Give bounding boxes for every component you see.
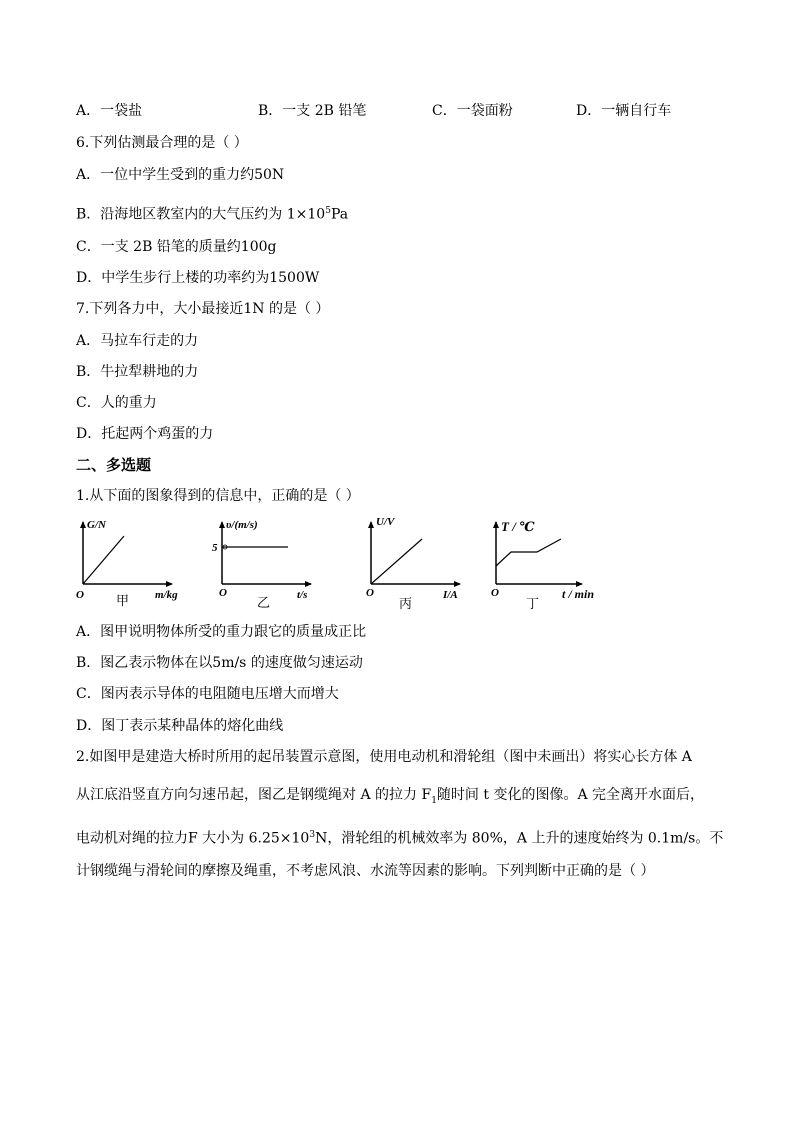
graph-jia-line	[83, 536, 124, 584]
mq1-option-b: B．图乙表示物体在以5m/s 的速度做匀速运动	[76, 655, 363, 671]
q5-option-a: A．一袋盐	[76, 103, 143, 119]
mq1-option-d: D．图丁表示某种晶体的熔化曲线	[76, 718, 284, 734]
q6-option-c: C．一支 2B 铅笔的质量约100g	[76, 239, 277, 255]
graph-jia-ylabel: G/N	[87, 519, 106, 531]
graph-yi-origin: O	[219, 587, 227, 599]
graph-bing-xlabel: I/A	[443, 589, 458, 601]
mq1-stem: 1.从下面的图象得到的信息中，正确的是（ ）	[76, 488, 360, 504]
mq2-line-3-exponent: 3	[309, 830, 316, 840]
graph-bing-caption: 丙	[399, 596, 413, 611]
graph-ding-curve	[496, 539, 561, 566]
q6-option-b-unit: Pa	[330, 206, 349, 223]
graphs-figure	[0, 508, 794, 618]
mq1-option-c: C．图丙表示导体的电阻随电压增大而增大	[76, 686, 339, 702]
graph-jia	[76, 519, 178, 608]
graph-jia-caption: 甲	[116, 593, 130, 608]
mq2-line-1: 2.如图甲是建造大桥时所用的起吊装置示意图，使用电动机和滑轮组（图中未画出）将实心长方体 A	[76, 749, 692, 765]
graph-yi-tick: 5	[212, 542, 218, 554]
q5-option-c: C．一袋面粉	[432, 103, 513, 119]
mq2-line-4: 计钢缆绳与滑轮间的摩擦及绳重，不考虑风浪、水流等因素的影响。下列判断中正确的是（ ）	[76, 863, 655, 879]
q7-option-d: D．托起两个鸡蛋的力	[76, 426, 214, 442]
q6-option-b-exponent: 5	[325, 206, 331, 216]
graph-ding-origin: O	[491, 587, 499, 599]
graph-ding	[491, 519, 594, 611]
q7-option-a: A．马拉车行走的力	[76, 333, 199, 349]
q7-option-c: C．人的重力	[76, 395, 157, 411]
mq2-line-2-text: 从江底沿竖直方向匀速吊起，图乙是钢缆绳对 A 的拉力 F	[76, 787, 432, 803]
mq2-line-3	[76, 826, 723, 848]
q6-option-b	[76, 202, 348, 224]
graph-bing-line	[371, 539, 422, 584]
graph-yi-xlabel: t/s	[297, 589, 308, 601]
graph-ding-ylabel: T / ℃	[501, 519, 535, 534]
graph-bing-origin: O	[366, 587, 374, 599]
q7-option-b: B．牛拉犁耕地的力	[76, 364, 199, 380]
graph-ding-caption: 丁	[526, 596, 540, 611]
graph-yi-caption: 乙	[257, 595, 271, 610]
q5-option-b: B．一支 2B 铅笔	[258, 103, 367, 119]
q6-stem: 6.下列估测最合理的是（ ）	[76, 135, 248, 151]
mq2-line-2-subscript: 1	[431, 795, 437, 806]
q6-option-b-text: B．沿海地区教室内的大气压约为 1×10	[76, 206, 326, 223]
graph-bing	[366, 516, 460, 611]
graph-yi	[212, 519, 311, 610]
section-heading-multi-choice: 二、多选题	[76, 456, 152, 474]
q6-option-a: A．一位中学生受到的重力约50N	[76, 167, 285, 183]
q6-option-d: D．中学生步行上楼的功率约为1500W	[76, 270, 320, 286]
graph-jia-origin: O	[76, 589, 84, 601]
graph-jia-xlabel: m/kg	[155, 589, 178, 601]
mq2-line-2-rest: 随时间 t 变化的图像。A 完全离开水面后，	[436, 787, 705, 803]
graph-bing-ylabel: U/V	[376, 516, 395, 528]
q7-stem: 7.下列各力中，大小最接近1N 的是（ ）	[76, 301, 330, 317]
mq2-line-3-rest: N，滑轮组的机械效率为 80%，A 上升的速度始终为 0.1m/s。不	[315, 830, 724, 847]
q5-options-row	[76, 102, 671, 120]
mq2-line-2	[76, 786, 704, 810]
mq2-line-3-text: 电动机对绳的拉力F 大小为 6.25×10	[76, 830, 310, 847]
graph-yi-ylabel: υ/(m/s)	[226, 519, 258, 531]
q5-option-d: D．一辆自行车	[576, 103, 672, 119]
graph-ding-xlabel: t / min	[562, 587, 595, 601]
mq1-option-a: A．图甲说明物体所受的重力跟它的质量成正比	[76, 624, 367, 640]
